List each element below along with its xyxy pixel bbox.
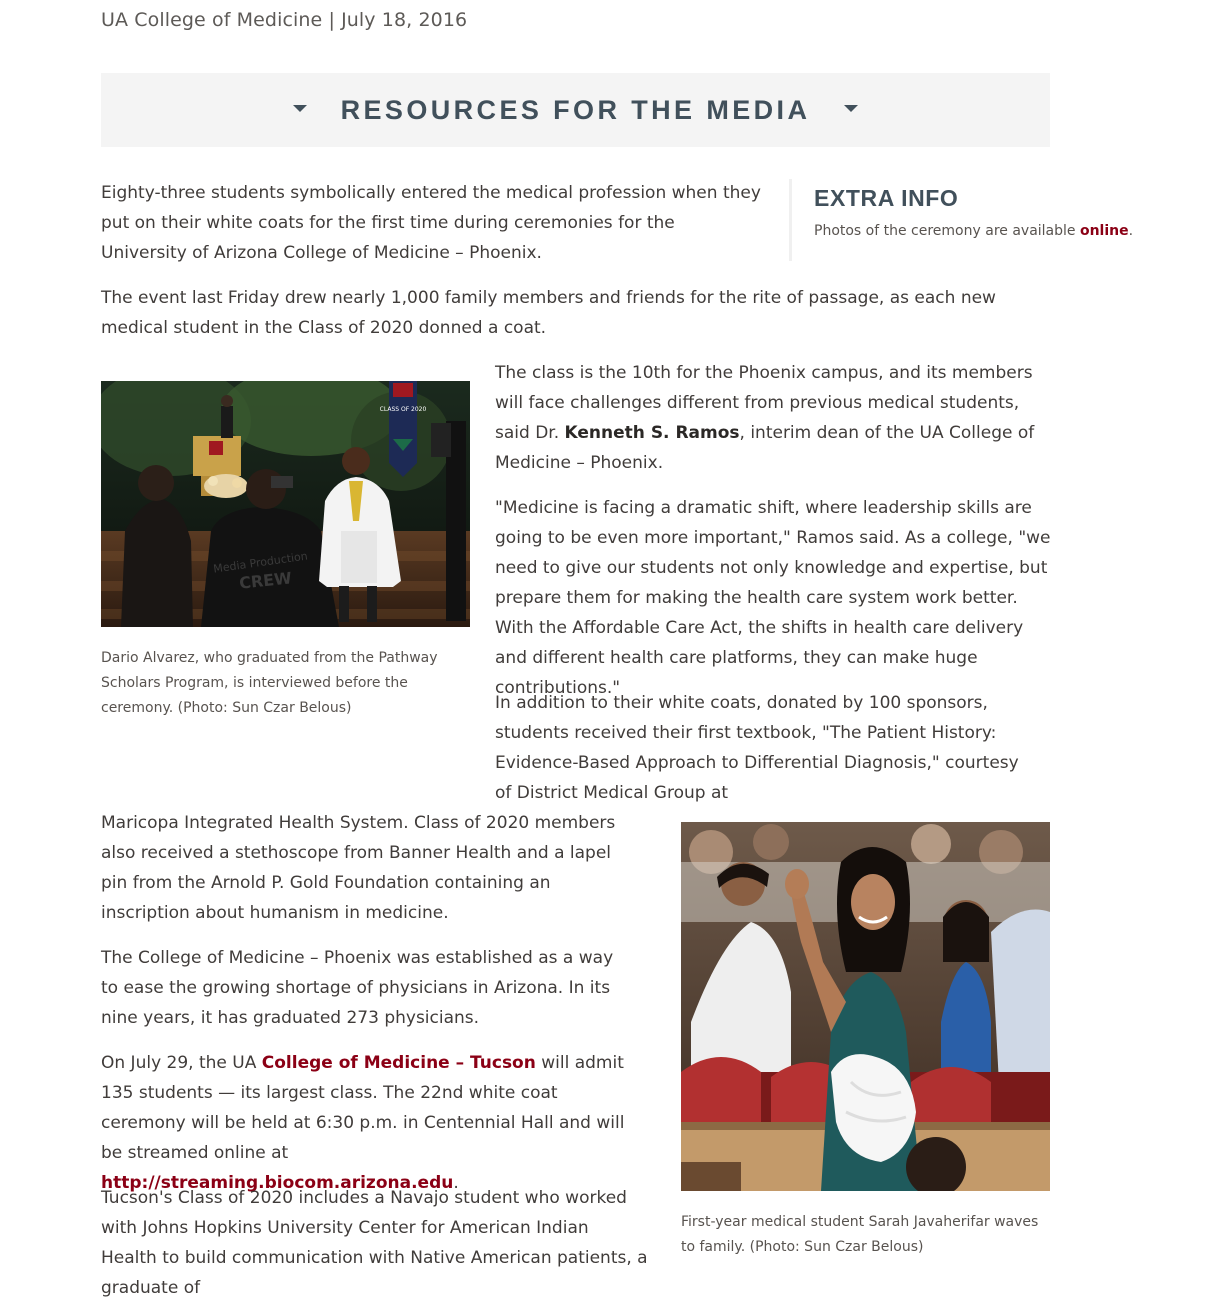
photo2-caption: First-year medical student Sarah Javaherifar waves to family. (Photo: Sun Czar Belous) bbox=[681, 1214, 1039, 1255]
streaming-url-link[interactable]: http://streaming.biocom.arizona.edu bbox=[101, 1173, 454, 1193]
article-paragraph-6: Maricopa Integrated Health System. Class of 2020 members also received a stethoscope from Banner Health and a lapel pin from the Arnold P. Gold Foundation containing an inscription about humanism in medicine. bbox=[101, 813, 616, 923]
extra-info-sidebar bbox=[789, 179, 1152, 261]
shirt-text-1: Media Production bbox=[212, 549, 309, 576]
sidebar-text-after: . bbox=[1128, 223, 1134, 239]
article-paragraph-5: In addition to their white coats, donated by 100 sponsors, students received their first textbook, "The Patient History: Evidence-Based Approach to Differential Diagnosis," courtesy of District Medical Group at bbox=[495, 693, 1019, 803]
banner-text: CLASS OF 2020 bbox=[379, 406, 427, 413]
p8-text-after: . bbox=[453, 1173, 459, 1193]
article-byline: UA College of Medicine | July 18, 2016 bbox=[101, 9, 468, 31]
caret-down-icon bbox=[844, 105, 858, 112]
sidebar-title: EXTRA INFO bbox=[814, 185, 959, 211]
college-of-medicine-tucson-link[interactable]: College of Medicine – Tucson bbox=[261, 1053, 536, 1073]
article-paragraph-8 bbox=[101, 1048, 646, 1198]
article-paragraph-7: The College of Medicine – Phoenix was established as a way to ease the growing shortage of physicians in Arizona. In its nine years, it has graduated 273 physicians. bbox=[101, 948, 614, 1028]
p8-text-before: On July 29, the UA bbox=[101, 1053, 262, 1073]
article-paragraph-1: Eighty-three students symbolically entered the medical profession when they put on their white coats for the first time during ceremonies for the University of Arizona College of Medicine – Phoenix. bbox=[101, 183, 761, 263]
shirt-text-2: CREW bbox=[238, 568, 293, 593]
sidebar-text bbox=[814, 223, 1133, 239]
photos-online-link[interactable]: online bbox=[1079, 223, 1129, 239]
photo1-caption: Dario Alvarez, who graduated from the Pathway Scholars Program, is interviewed before the ceremony. (Photo: Sun Czar Belous) bbox=[101, 650, 438, 716]
article-paragraph-3 bbox=[495, 358, 1055, 478]
p3-text-after: , interim dean of the UA College of Medicine – Phoenix. bbox=[495, 423, 1035, 473]
article-paragraph-2: The event last Friday drew nearly 1,000 family members and friends for the rite of passage, as each new medical student in the Class of 2020 donned a coat. bbox=[101, 288, 996, 338]
p8-text-middle: will admit 135 students — its largest class. The 22nd white coat ceremony will be held at 6:30 p.m. in Centennial Hall and will be streamed online at bbox=[101, 1053, 625, 1163]
kenneth-ramos-name: Kenneth S. Ramos bbox=[564, 423, 740, 443]
p3-text-before: The class is the 10th for the Phoenix campus, and its members will face challenges different from previous medical students, said Dr. bbox=[495, 363, 1033, 443]
accordion-title: RESOURCES FOR THE MEDIA bbox=[340, 94, 811, 125]
article-paragraph-9: Tucson's Class of 2020 includes a Navajo student who worked with Johns Hopkins University Center for American Indian Health to build communication with Native American patients, a graduate of bbox=[101, 1188, 648, 1298]
student-waving-photo bbox=[681, 822, 1050, 1191]
caret-down-icon bbox=[293, 105, 307, 112]
resources-for-media-accordion[interactable] bbox=[101, 73, 1050, 147]
sidebar-text-before: Photos of the ceremony are available bbox=[814, 223, 1080, 239]
ceremony-interview-photo bbox=[101, 381, 470, 627]
article-paragraph-4: "Medicine is facing a dramatic shift, where leadership skills are going to be even more important," Ramos said. As a college, "we need to give our students not only knowledge and expertise, but prepare them for making the health care system work better. With the Affordable Care Act, the shifts in health care delivery and different health care platforms, they can make huge contributions." bbox=[495, 498, 1051, 698]
